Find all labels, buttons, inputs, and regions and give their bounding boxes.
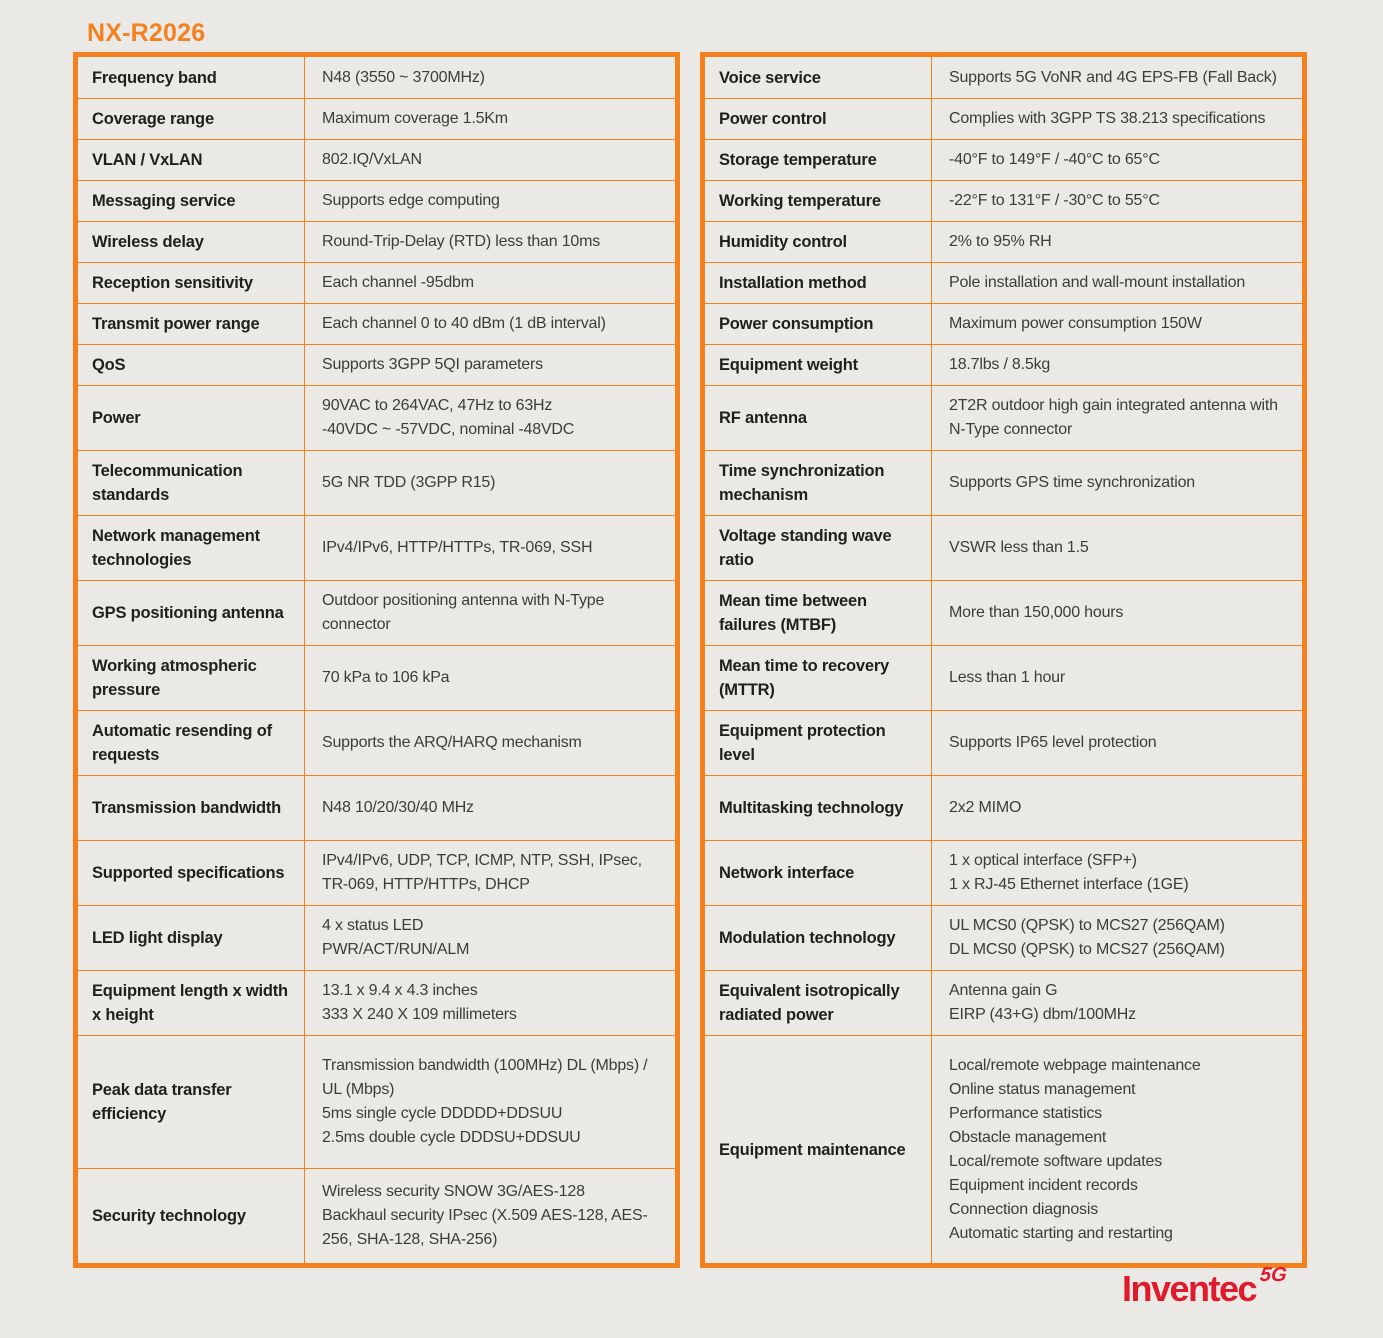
spec-value-line: Equipment incident records: [949, 1176, 1138, 1194]
spec-row: [705, 57, 1302, 98]
spec-value: [932, 711, 1302, 775]
spec-value-line: Connection diagnosis: [949, 1200, 1098, 1218]
spec-value: [305, 581, 675, 645]
spec-value: [305, 776, 675, 840]
spec-label: Network management technologies: [78, 516, 305, 580]
spec-value: [305, 1169, 675, 1263]
spec-value-line: 13.1 x 9.4 x 4.3 inches: [322, 982, 478, 999]
spec-value-line: N48 10/20/30/40 MHz: [322, 799, 474, 816]
spec-row: [705, 645, 1302, 710]
spec-value-line: Supports GPS time synchronization: [949, 474, 1195, 491]
spec-value-line: Less than 1 hour: [949, 669, 1065, 686]
spec-row: [78, 840, 675, 905]
spec-value-line: EIRP (43+G) dbm/100MHz: [949, 1006, 1136, 1023]
spec-label: Time synchronization mechanism: [705, 451, 932, 515]
spec-value: [305, 1036, 675, 1168]
spec-row: [78, 57, 675, 98]
spec-value-line: 2T2R outdoor high gain integrated antenna with N-Type connector: [949, 397, 1278, 438]
spec-value-line: Maximum coverage 1.5Km: [322, 110, 508, 127]
spec-value-line: Local/remote software updates: [949, 1152, 1162, 1170]
spec-tables: [73, 52, 1307, 1268]
spec-value-line: UL MCS0 (QPSK) to MCS27 (256QAM): [949, 917, 1225, 934]
spec-value: [305, 516, 675, 580]
spec-value: [932, 1036, 1302, 1263]
spec-value-line: Automatic starting and restarting: [949, 1224, 1173, 1242]
spec-value: [305, 345, 675, 385]
spec-row: [705, 139, 1302, 180]
spec-row: [78, 905, 675, 970]
spec-label: Equipment length x width x height: [78, 971, 305, 1035]
spec-value: [305, 263, 675, 303]
spec-row: [705, 180, 1302, 221]
spec-value: [932, 581, 1302, 645]
spec-value: [932, 57, 1302, 98]
spec-value-line: Supports 5G VoNR and 4G EPS-FB (Fall Back): [949, 68, 1277, 86]
spec-value: [932, 181, 1302, 221]
spec-row: [78, 1168, 675, 1263]
spec-value-line: 1 x optical interface (SFP+): [949, 852, 1137, 869]
spec-value-line: -22°F to 131°F / -30°C to 55°C: [949, 192, 1160, 209]
spec-value: [305, 181, 675, 221]
spec-label: Mean time between failures (MTBF): [705, 581, 932, 645]
spec-value: [305, 140, 675, 180]
spec-label: Transmit power range: [78, 304, 305, 344]
spec-value-line: Supports the ARQ/HARQ mechanism: [322, 734, 582, 751]
spec-label: Wireless delay: [78, 222, 305, 262]
spec-label: Reception sensitivity: [78, 263, 305, 303]
spec-label: Power: [78, 386, 305, 450]
spec-value-line: 5ms single cycle DDDDD+DDSUU: [322, 1105, 563, 1122]
spec-value: [932, 841, 1302, 905]
spec-value-line: Supports edge computing: [322, 192, 500, 209]
spec-label: RF antenna: [705, 386, 932, 450]
spec-value: [932, 345, 1302, 385]
spec-value-line: -40°F to 149°F / -40°C to 65°C: [949, 151, 1160, 168]
spec-value-line: Round-Trip-Delay (RTD) less than 10ms: [322, 233, 601, 250]
spec-label: Supported specifications: [78, 841, 305, 905]
spec-value: [932, 971, 1302, 1035]
spec-value-line: Local/remote webpage maintenance: [949, 1056, 1201, 1074]
spec-label: Transmission bandwidth: [78, 776, 305, 840]
spec-row: [705, 262, 1302, 303]
spec-value: [932, 222, 1302, 262]
spec-row: [78, 645, 675, 710]
spec-label: Modulation technology: [705, 906, 932, 970]
spec-value-line: 802.IQ/VxLAN: [322, 151, 422, 168]
spec-value-line: More than 150,000 hours: [949, 604, 1124, 621]
spec-label: Power control: [705, 99, 932, 139]
spec-row: [78, 221, 675, 262]
spec-value: [932, 99, 1302, 139]
spec-label: Equivalent isotropically radiated power: [705, 971, 932, 1035]
spec-label: Mean time to recovery (MTTR): [705, 646, 932, 710]
spec-value-line: -40VDC ~ -57VDC, nominal -48VDC: [322, 421, 575, 438]
spec-table-right: [700, 52, 1307, 1268]
spec-label: Messaging service: [78, 181, 305, 221]
spec-value-line: Performance statistics: [949, 1104, 1102, 1122]
logo-5g-text: 5G: [1258, 1264, 1288, 1286]
spec-row: [705, 303, 1302, 344]
spec-label: Working temperature: [705, 181, 932, 221]
spec-label: Peak data transfer efficiency: [78, 1036, 305, 1168]
spec-value-line: Complies with 3GPP TS 38.213 specifications: [949, 110, 1266, 127]
logo-brand-text: Inventec: [1122, 1268, 1257, 1309]
spec-value-line: 90VAC to 264VAC, 47Hz to 63Hz: [322, 397, 553, 414]
spec-value: [932, 906, 1302, 970]
spec-value-line: PWR/ACT/RUN/ALM: [322, 941, 470, 958]
spec-row: [705, 385, 1302, 450]
spec-value: [932, 304, 1302, 344]
spec-value: [305, 451, 675, 515]
spec-row: [705, 840, 1302, 905]
spec-row: [705, 970, 1302, 1035]
spec-value: [305, 222, 675, 262]
spec-label: VLAN / VxLAN: [78, 140, 305, 180]
spec-value: [305, 386, 675, 450]
spec-label: Equipment weight: [705, 345, 932, 385]
spec-value-line: IPv4/IPv6, HTTP/HTTPs, TR-069, SSH: [322, 539, 593, 556]
spec-label: Automatic resending of requests: [78, 711, 305, 775]
spec-value-line: Transmission bandwidth (100MHz) DL (Mbps) / UL (Mbps): [322, 1057, 648, 1098]
spec-value-line: Each channel 0 to 40 dBm (1 dB interval): [322, 315, 606, 332]
spec-value: [305, 99, 675, 139]
spec-label: Humidity control: [705, 222, 932, 262]
spec-row: [705, 450, 1302, 515]
spec-row: [78, 710, 675, 775]
spec-label: Network interface: [705, 841, 932, 905]
spec-value-line: 70 kPa to 106 kPa: [322, 669, 450, 686]
spec-value-line: Backhaul security IPsec (X.509 AES-128, AES-256, SHA-128, SHA-256): [322, 1207, 648, 1248]
spec-label: Installation method: [705, 263, 932, 303]
spec-value: [305, 906, 675, 970]
spec-value: [932, 263, 1302, 303]
spec-label: Voice service: [705, 57, 932, 98]
spec-value-line: 1 x RJ-45 Ethernet interface (1GE): [949, 876, 1189, 893]
spec-value-line: Maximum power consumption 150W: [949, 315, 1202, 332]
spec-value-line: 4 x status LED: [322, 917, 424, 934]
spec-row: [78, 450, 675, 515]
spec-value: [932, 516, 1302, 580]
spec-row: [78, 775, 675, 840]
spec-row: [78, 515, 675, 580]
spec-row: [78, 385, 675, 450]
spec-value: [305, 971, 675, 1035]
spec-label: LED light display: [78, 906, 305, 970]
spec-label: GPS positioning antenna: [78, 581, 305, 645]
spec-label: Equipment maintenance: [705, 1036, 932, 1263]
spec-value-line: 2.5ms double cycle DDDSU+DDSUU: [322, 1129, 581, 1146]
spec-label: Multitasking technology: [705, 776, 932, 840]
spec-row: [705, 221, 1302, 262]
spec-label: Frequency band: [78, 57, 305, 98]
spec-value-line: 2x2 MIMO: [949, 799, 1022, 816]
spec-value-line: Antenna gain G: [949, 982, 1058, 999]
spec-row: [78, 970, 675, 1035]
spec-label: Telecommunication standards: [78, 451, 305, 515]
spec-value-line: 2% to 95% RH: [949, 233, 1052, 250]
spec-value-line: Online status management: [949, 1080, 1136, 1098]
spec-row: [78, 1035, 675, 1168]
spec-label: Power consumption: [705, 304, 932, 344]
spec-value-line: Obstacle management: [949, 1128, 1107, 1146]
spec-row: [705, 905, 1302, 970]
spec-row: [78, 344, 675, 385]
spec-value: [932, 451, 1302, 515]
spec-row: [705, 515, 1302, 580]
spec-value-line: VSWR less than 1.5: [949, 539, 1089, 556]
spec-label: Working atmospheric pressure: [78, 646, 305, 710]
spec-value-line: Supports 3GPP 5QI parameters: [322, 356, 543, 373]
spec-row: [705, 344, 1302, 385]
spec-value-line: 18.7lbs / 8.5kg: [949, 356, 1051, 373]
spec-value: [305, 711, 675, 775]
spec-value: [932, 386, 1302, 450]
spec-value: [305, 841, 675, 905]
spec-label: Storage temperature: [705, 140, 932, 180]
spec-value: [305, 304, 675, 344]
spec-label: Equipment protection level: [705, 711, 932, 775]
spec-row: [705, 580, 1302, 645]
spec-row: [705, 710, 1302, 775]
spec-value-line: IPv4/IPv6, UDP, TCP, ICMP, NTP, SSH, IPsec, TR-069, HTTP/HTTPs, DHCP: [322, 852, 642, 893]
spec-value-line: Wireless security SNOW 3G/AES-128: [322, 1183, 585, 1200]
spec-row: [705, 775, 1302, 840]
spec-row: [78, 98, 675, 139]
spec-table-left: [73, 52, 680, 1268]
spec-value-line: DL MCS0 (QPSK) to MCS27 (256QAM): [949, 941, 1225, 958]
spec-value-line: Pole installation and wall-mount installation: [949, 274, 1246, 291]
spec-row: [78, 262, 675, 303]
spec-row: [78, 303, 675, 344]
spec-label: Coverage range: [78, 99, 305, 139]
spec-value: [932, 776, 1302, 840]
inventec-logo: [1122, 1264, 1288, 1310]
spec-row: [78, 180, 675, 221]
spec-label: QoS: [78, 345, 305, 385]
spec-row: [78, 580, 675, 645]
spec-value-line: N48 (3550 ~ 3700MHz): [322, 68, 485, 86]
spec-value: [932, 646, 1302, 710]
spec-value: [305, 57, 675, 98]
spec-value: [932, 140, 1302, 180]
spec-value-line: Outdoor positioning antenna with N-Type connector: [322, 592, 605, 633]
spec-row: [705, 1035, 1302, 1263]
page-title: NX-R2026: [87, 19, 206, 47]
spec-value-line: 5G NR TDD (3GPP R15): [322, 474, 496, 491]
spec-value-line: Each channel -95dbm: [322, 274, 474, 291]
spec-label: Security technology: [78, 1169, 305, 1263]
spec-row: [78, 139, 675, 180]
spec-row: [705, 98, 1302, 139]
spec-value-line: 333 X 240 X 109 millimeters: [322, 1006, 517, 1023]
spec-value-line: Supports IP65 level protection: [949, 734, 1157, 751]
spec-value: [305, 646, 675, 710]
spec-label: Voltage standing wave ratio: [705, 516, 932, 580]
